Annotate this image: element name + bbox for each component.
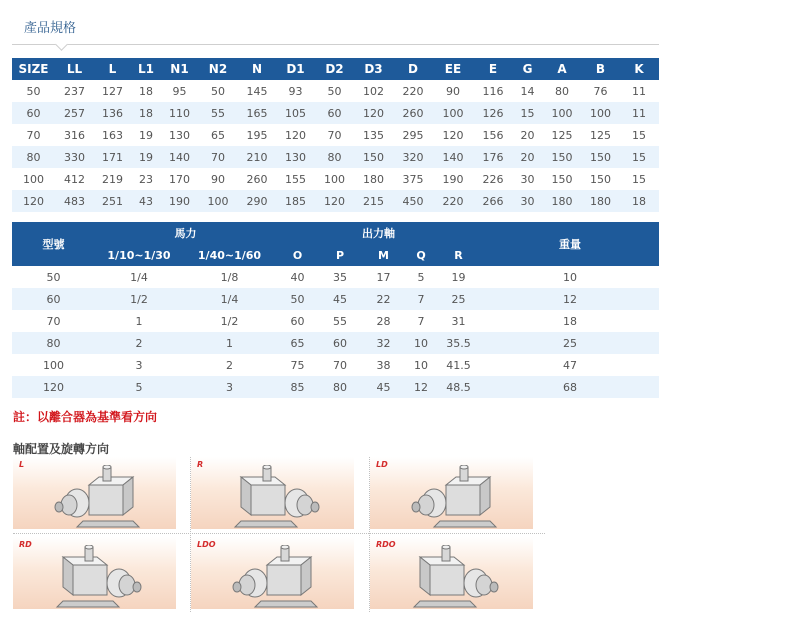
table-cell: 19 [451, 270, 466, 284]
table-cell: 130 [169, 128, 190, 142]
table-cell: 20 [513, 146, 542, 168]
table-cell: 450 [393, 190, 433, 212]
table-cell: 47 [563, 358, 578, 372]
table-cell: 80 [319, 376, 361, 398]
dimension-header-n: N [238, 58, 276, 80]
table-cell: 1 [183, 332, 276, 354]
weight-header: 重量 [481, 222, 659, 266]
table-cell: 176 [473, 146, 513, 168]
dimension-header-ee: EE [433, 58, 473, 80]
table-cell: 180 [582, 190, 619, 212]
table-cell: 65 [211, 128, 225, 142]
table-cell: 50 [211, 84, 225, 98]
table-cell: 80 [315, 146, 354, 168]
table-cell: 17 [376, 270, 391, 284]
gearbox-r-icon [221, 465, 331, 529]
table-row [12, 376, 659, 398]
table-cell: 102 [363, 84, 384, 98]
table-cell: 55 [198, 102, 238, 124]
table-row [12, 266, 659, 288]
table-cell: 70 [46, 314, 61, 328]
table-cell: 41.5 [446, 358, 471, 372]
table-cell: 30 [520, 172, 535, 186]
shaft-config-label: L [19, 460, 25, 469]
table-cell: 1/4 [183, 288, 276, 310]
table-cell: 10 [414, 358, 428, 372]
gearbox-l-icon [43, 465, 153, 529]
table-cell: 127 [102, 84, 123, 98]
dimension-header-l1: L1 [131, 58, 161, 80]
table-cell: 68 [481, 376, 659, 398]
table-cell: 237 [64, 84, 85, 98]
gearbox-ld-icon [400, 465, 510, 529]
table-cell: 60 [12, 288, 95, 310]
table-cell: 185 [276, 190, 315, 212]
table-cell: 28 [376, 314, 391, 328]
table-cell: 35 [333, 270, 347, 284]
shaft-sub-header: O [276, 244, 319, 266]
table-cell: 50 [327, 84, 342, 98]
shaft-config-cell [13, 457, 176, 529]
table-cell: 18 [619, 190, 659, 212]
table-cell: 18 [139, 84, 153, 98]
table-cell: 70 [333, 358, 347, 372]
dimension-header-d1: D1 [276, 58, 315, 80]
tab-bar [12, 0, 659, 45]
table-cell: 171 [94, 146, 131, 168]
table-cell: 1/2 [95, 288, 183, 310]
dimension-header-g: G [513, 58, 542, 80]
table-cell: 120 [315, 190, 354, 212]
shaft-sub-header: Q [406, 244, 436, 266]
table-cell: 219 [102, 172, 123, 186]
table-cell: 220 [433, 190, 473, 212]
table-cell: 120 [354, 102, 393, 124]
table-cell: 156 [482, 128, 504, 142]
table-cell: 2 [226, 358, 233, 372]
table-cell: 155 [285, 172, 306, 186]
table-cell: 80 [12, 146, 55, 168]
table-cell: 10 [406, 332, 436, 354]
table-cell: 15 [632, 128, 646, 142]
table-row [12, 190, 659, 212]
table-cell: 145 [246, 84, 268, 98]
table-cell: 266 [473, 190, 513, 212]
table-cell: 30 [513, 190, 542, 212]
tab-product-spec[interactable]: 產品規格 [24, 21, 77, 36]
table-cell: 25 [436, 288, 481, 310]
dimension-header-e: E [473, 58, 513, 80]
table-cell: 135 [363, 128, 384, 142]
table-cell: 19 [131, 146, 161, 168]
gearbox-ldo-icon [221, 545, 331, 609]
table-cell: 100 [198, 190, 238, 212]
table-cell: 1/2 [220, 314, 239, 328]
table-cell: 100 [582, 102, 619, 124]
table-cell: 120 [442, 128, 464, 142]
table-cell: 3 [135, 358, 143, 372]
table-cell: 130 [276, 146, 315, 168]
dimension-table-header [12, 58, 659, 80]
table-cell: 10 [563, 270, 578, 284]
table-cell: 80 [12, 332, 95, 354]
shaft-config-label: R [197, 460, 204, 469]
table-cell: 70 [26, 128, 41, 142]
table-cell: 50 [46, 270, 61, 284]
shaft-config-grid [13, 457, 545, 612]
table-row [12, 146, 659, 168]
table-cell: 180 [363, 172, 384, 186]
table-cell: 1/4 [130, 270, 148, 284]
table-cell: 2 [95, 332, 183, 354]
table-cell: 100 [23, 172, 44, 186]
hp-header: 馬力 [95, 222, 276, 244]
table-cell: 3 [183, 376, 276, 398]
table-cell: 70 [327, 128, 342, 142]
table-cell: 251 [94, 190, 131, 212]
shaft-sub-header: P [319, 244, 361, 266]
shaft-config-cell [191, 457, 354, 529]
table-cell: 18 [563, 314, 578, 328]
table-cell: 125 [590, 128, 611, 142]
table-cell: 100 [43, 358, 64, 372]
shaft-config-cell [13, 537, 176, 609]
dimension-header-d: D [393, 58, 433, 80]
table-cell: 150 [590, 172, 611, 186]
table-cell: 116 [482, 84, 504, 98]
table-cell: 1 [135, 314, 143, 328]
table-cell: 60 [290, 314, 305, 328]
table-cell: 55 [333, 314, 347, 328]
gearbox-rd-icon [43, 545, 153, 609]
table-cell: 100 [433, 102, 473, 124]
table-cell: 23 [139, 172, 153, 186]
shaft-header: 出力軸 [276, 222, 481, 244]
table-cell: 483 [55, 190, 94, 212]
table-cell: 150 [354, 146, 393, 168]
config-section-title: 軸配置及旋轉方向 [13, 442, 110, 456]
shaft-config-label: LDO [197, 540, 216, 549]
table-row [12, 310, 659, 332]
table-cell: 210 [238, 146, 276, 168]
dimension-header-size: SIZE [12, 58, 55, 80]
table-cell: 290 [238, 190, 276, 212]
table-cell: 100 [542, 102, 582, 124]
table-cell: 50 [276, 288, 319, 310]
dimension-header-d2: D2 [315, 58, 354, 80]
table-cell: 110 [161, 102, 198, 124]
performance-table-header-row-1 [12, 222, 659, 244]
table-cell: 126 [473, 102, 513, 124]
table-cell: 70 [198, 146, 238, 168]
table-cell: 60 [315, 102, 354, 124]
hp-sub-header: 1/10~1/30 [95, 244, 183, 266]
table-cell: 65 [276, 332, 319, 354]
shaft-config-label: RD [19, 540, 32, 549]
shaft-config-label: RDO [376, 540, 396, 549]
table-cell: 120 [12, 190, 55, 212]
gearbox-rdo-icon [400, 545, 510, 609]
dimension-header-k: K [619, 58, 659, 80]
table-cell: 18 [131, 102, 161, 124]
table-cell: 7 [417, 314, 425, 328]
model-header: 型號 [12, 222, 95, 266]
table-cell: 35.5 [436, 332, 481, 354]
table-cell: 60 [12, 102, 55, 124]
table-cell: 15 [632, 172, 646, 186]
table-cell: 50 [26, 84, 41, 98]
table-cell: 195 [246, 128, 268, 142]
table-cell: 75 [290, 358, 305, 372]
table-cell: 5 [417, 270, 425, 284]
table-cell: 38 [376, 358, 391, 372]
table-cell: 165 [238, 102, 276, 124]
table-cell: 190 [442, 172, 464, 186]
table-cell: 316 [64, 128, 85, 142]
dimension-header-l: L [94, 58, 131, 80]
shaft-config-cell [370, 457, 533, 529]
table-row [12, 354, 659, 376]
table-cell: 76 [593, 84, 608, 98]
table-cell: 22 [361, 288, 406, 310]
table-cell: 150 [582, 146, 619, 168]
dimension-header-d3: D3 [354, 58, 393, 80]
table-cell: 215 [354, 190, 393, 212]
table-row [12, 80, 659, 102]
table-cell: 15 [619, 146, 659, 168]
table-cell: 90 [446, 84, 460, 98]
table-cell: 85 [276, 376, 319, 398]
table-cell: 257 [55, 102, 94, 124]
table-cell: 140 [433, 146, 473, 168]
table-cell: 40 [290, 270, 305, 284]
table-cell: 90 [211, 172, 225, 186]
table-cell: 140 [161, 146, 198, 168]
table-cell: 375 [402, 172, 424, 186]
table-cell: 136 [94, 102, 131, 124]
table-cell: 11 [632, 84, 646, 98]
table-cell: 125 [551, 128, 573, 142]
table-row [12, 332, 659, 354]
dimension-header-n1: N1 [161, 58, 198, 80]
table-cell: 12 [406, 376, 436, 398]
table-cell: 163 [102, 128, 123, 142]
table-cell: 15 [513, 102, 542, 124]
shaft-config-cell [191, 537, 354, 609]
dimension-header-n2: N2 [198, 58, 238, 80]
table-cell: 330 [55, 146, 94, 168]
table-cell: 60 [319, 332, 361, 354]
table-cell: 120 [285, 128, 306, 142]
table-cell: 260 [393, 102, 433, 124]
table-cell: 19 [139, 128, 153, 142]
table-cell: 226 [482, 172, 504, 186]
table-cell: 95 [172, 84, 187, 98]
table-row [12, 288, 659, 310]
table-cell: 105 [276, 102, 315, 124]
table-cell: 170 [169, 172, 190, 186]
table-cell: 120 [12, 376, 95, 398]
hp-sub-header: 1/40~1/60 [183, 244, 276, 266]
table-cell: 100 [324, 172, 345, 186]
table-cell: 180 [542, 190, 582, 212]
table-cell: 45 [361, 376, 406, 398]
shaft-sub-header: M [361, 244, 406, 266]
dimension-header-a: A [542, 58, 582, 80]
shaft-config-cell [370, 537, 533, 609]
shaft-sub-header: R [436, 244, 481, 266]
table-cell: 5 [95, 376, 183, 398]
table-cell: 12 [481, 288, 659, 310]
table-cell: 32 [361, 332, 406, 354]
table-cell: 220 [402, 84, 424, 98]
shaft-config-label: LD [376, 460, 388, 469]
table-cell: 7 [406, 288, 436, 310]
table-cell: 295 [402, 128, 424, 142]
table-cell: 320 [393, 146, 433, 168]
table-row [12, 124, 659, 146]
table-cell: 31 [451, 314, 466, 328]
dimension-header-ll: LL [55, 58, 94, 80]
table-cell: 25 [481, 332, 659, 354]
table-cell: 45 [319, 288, 361, 310]
performance-table [12, 222, 659, 398]
grid-divider [13, 533, 545, 534]
table-cell: 43 [131, 190, 161, 212]
table-cell: 150 [551, 172, 573, 186]
table-row [12, 168, 659, 190]
table-cell: 190 [161, 190, 198, 212]
direction-note: 註：以離合器為基準看方向 [13, 410, 158, 424]
table-cell: 1/8 [220, 270, 239, 284]
table-cell: 20 [520, 128, 535, 142]
table-cell: 11 [619, 102, 659, 124]
table-row [12, 102, 659, 124]
table-cell: 260 [246, 172, 268, 186]
dimension-table [12, 58, 659, 212]
table-cell: 48.5 [436, 376, 481, 398]
tab-active-caret [55, 38, 68, 51]
table-cell: 80 [555, 84, 569, 98]
table-cell: 412 [64, 172, 85, 186]
table-cell: 150 [542, 146, 582, 168]
dimension-header-b: B [582, 58, 619, 80]
table-cell: 14 [520, 84, 535, 98]
table-cell: 93 [288, 84, 303, 98]
